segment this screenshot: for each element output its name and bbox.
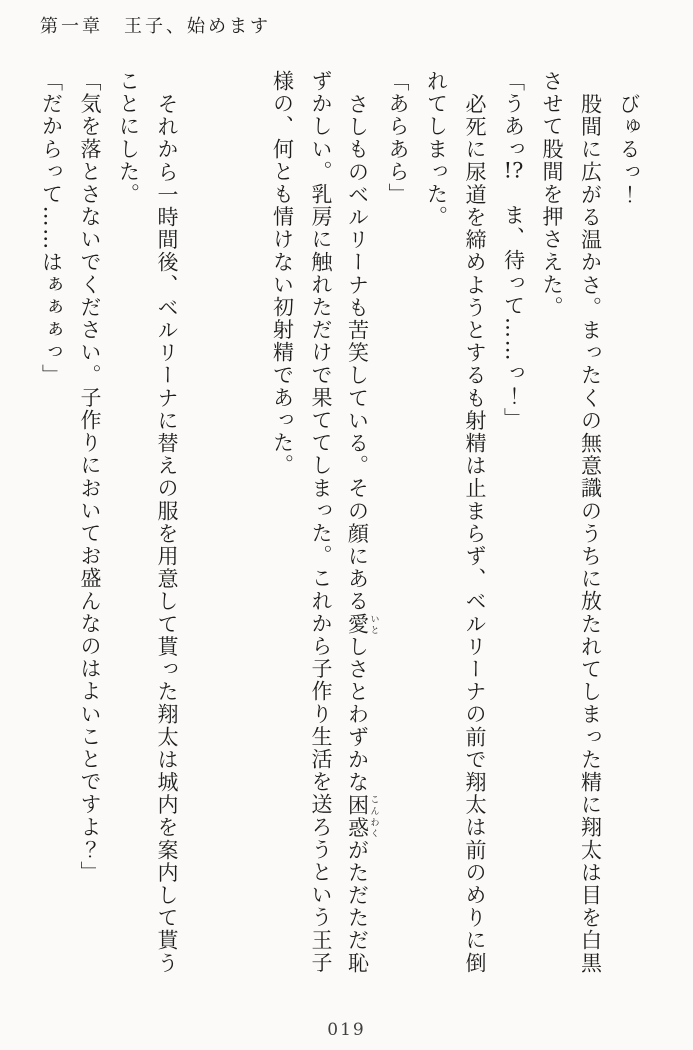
- chapter-header: 第一章 王子、始めます: [40, 16, 271, 37]
- ruby-annotated-text: 愛 いと: [345, 612, 379, 636]
- text-column: 「だからって……はぁぁぁっ」: [39, 70, 64, 387]
- text-column: 股間に広がる温かさ。まったくの無意識のうちに放たれてしまった精に翔太は目を白黒: [578, 93, 603, 975]
- page-number: 019: [327, 1020, 366, 1040]
- text-column: させて股間を押さえた。: [540, 70, 564, 319]
- text-column: それから一時間後、ベルリーナに替えの服を用意して貰った翔太は城内を案内して貰う: [155, 93, 179, 975]
- blank-column: [225, 70, 264, 1005]
- text-column: 「気を落とさないでください。子作りにおいてお盛んなのはよいことですよ？」: [78, 70, 102, 884]
- page-body-text: [32, 70, 648, 1005]
- text-column: びゅるっ！: [617, 93, 641, 206]
- tatechuyoko-text: !?: [503, 160, 524, 182]
- text-column: 「うあっ!? ま、待って……っ！」: [501, 70, 526, 431]
- text-column: ことにした。: [116, 70, 141, 206]
- text-column: 必死に尿道を締めようとするも射精は止まらず、ベルリーナの前で翔太は前のめりに倒: [463, 93, 487, 975]
- text-column: ずかしい。乳房に触れただけで果ててしまった。これから子作り生活を送ろうという王子: [309, 70, 333, 974]
- text-column: 様の、何とも情けない初射精であった。: [270, 70, 295, 477]
- ruby-annotated-text: 困惑 こんわく: [345, 793, 379, 839]
- blank-column: [186, 70, 225, 1005]
- text-column: 「あらあら」: [386, 70, 410, 206]
- text-column: れてしまった。: [424, 70, 449, 229]
- text-column: さしものベルリーナも苦笑している。その顔にある愛 いとしさとわずかな困惑 こんわくがただただ恥: [345, 93, 379, 975]
